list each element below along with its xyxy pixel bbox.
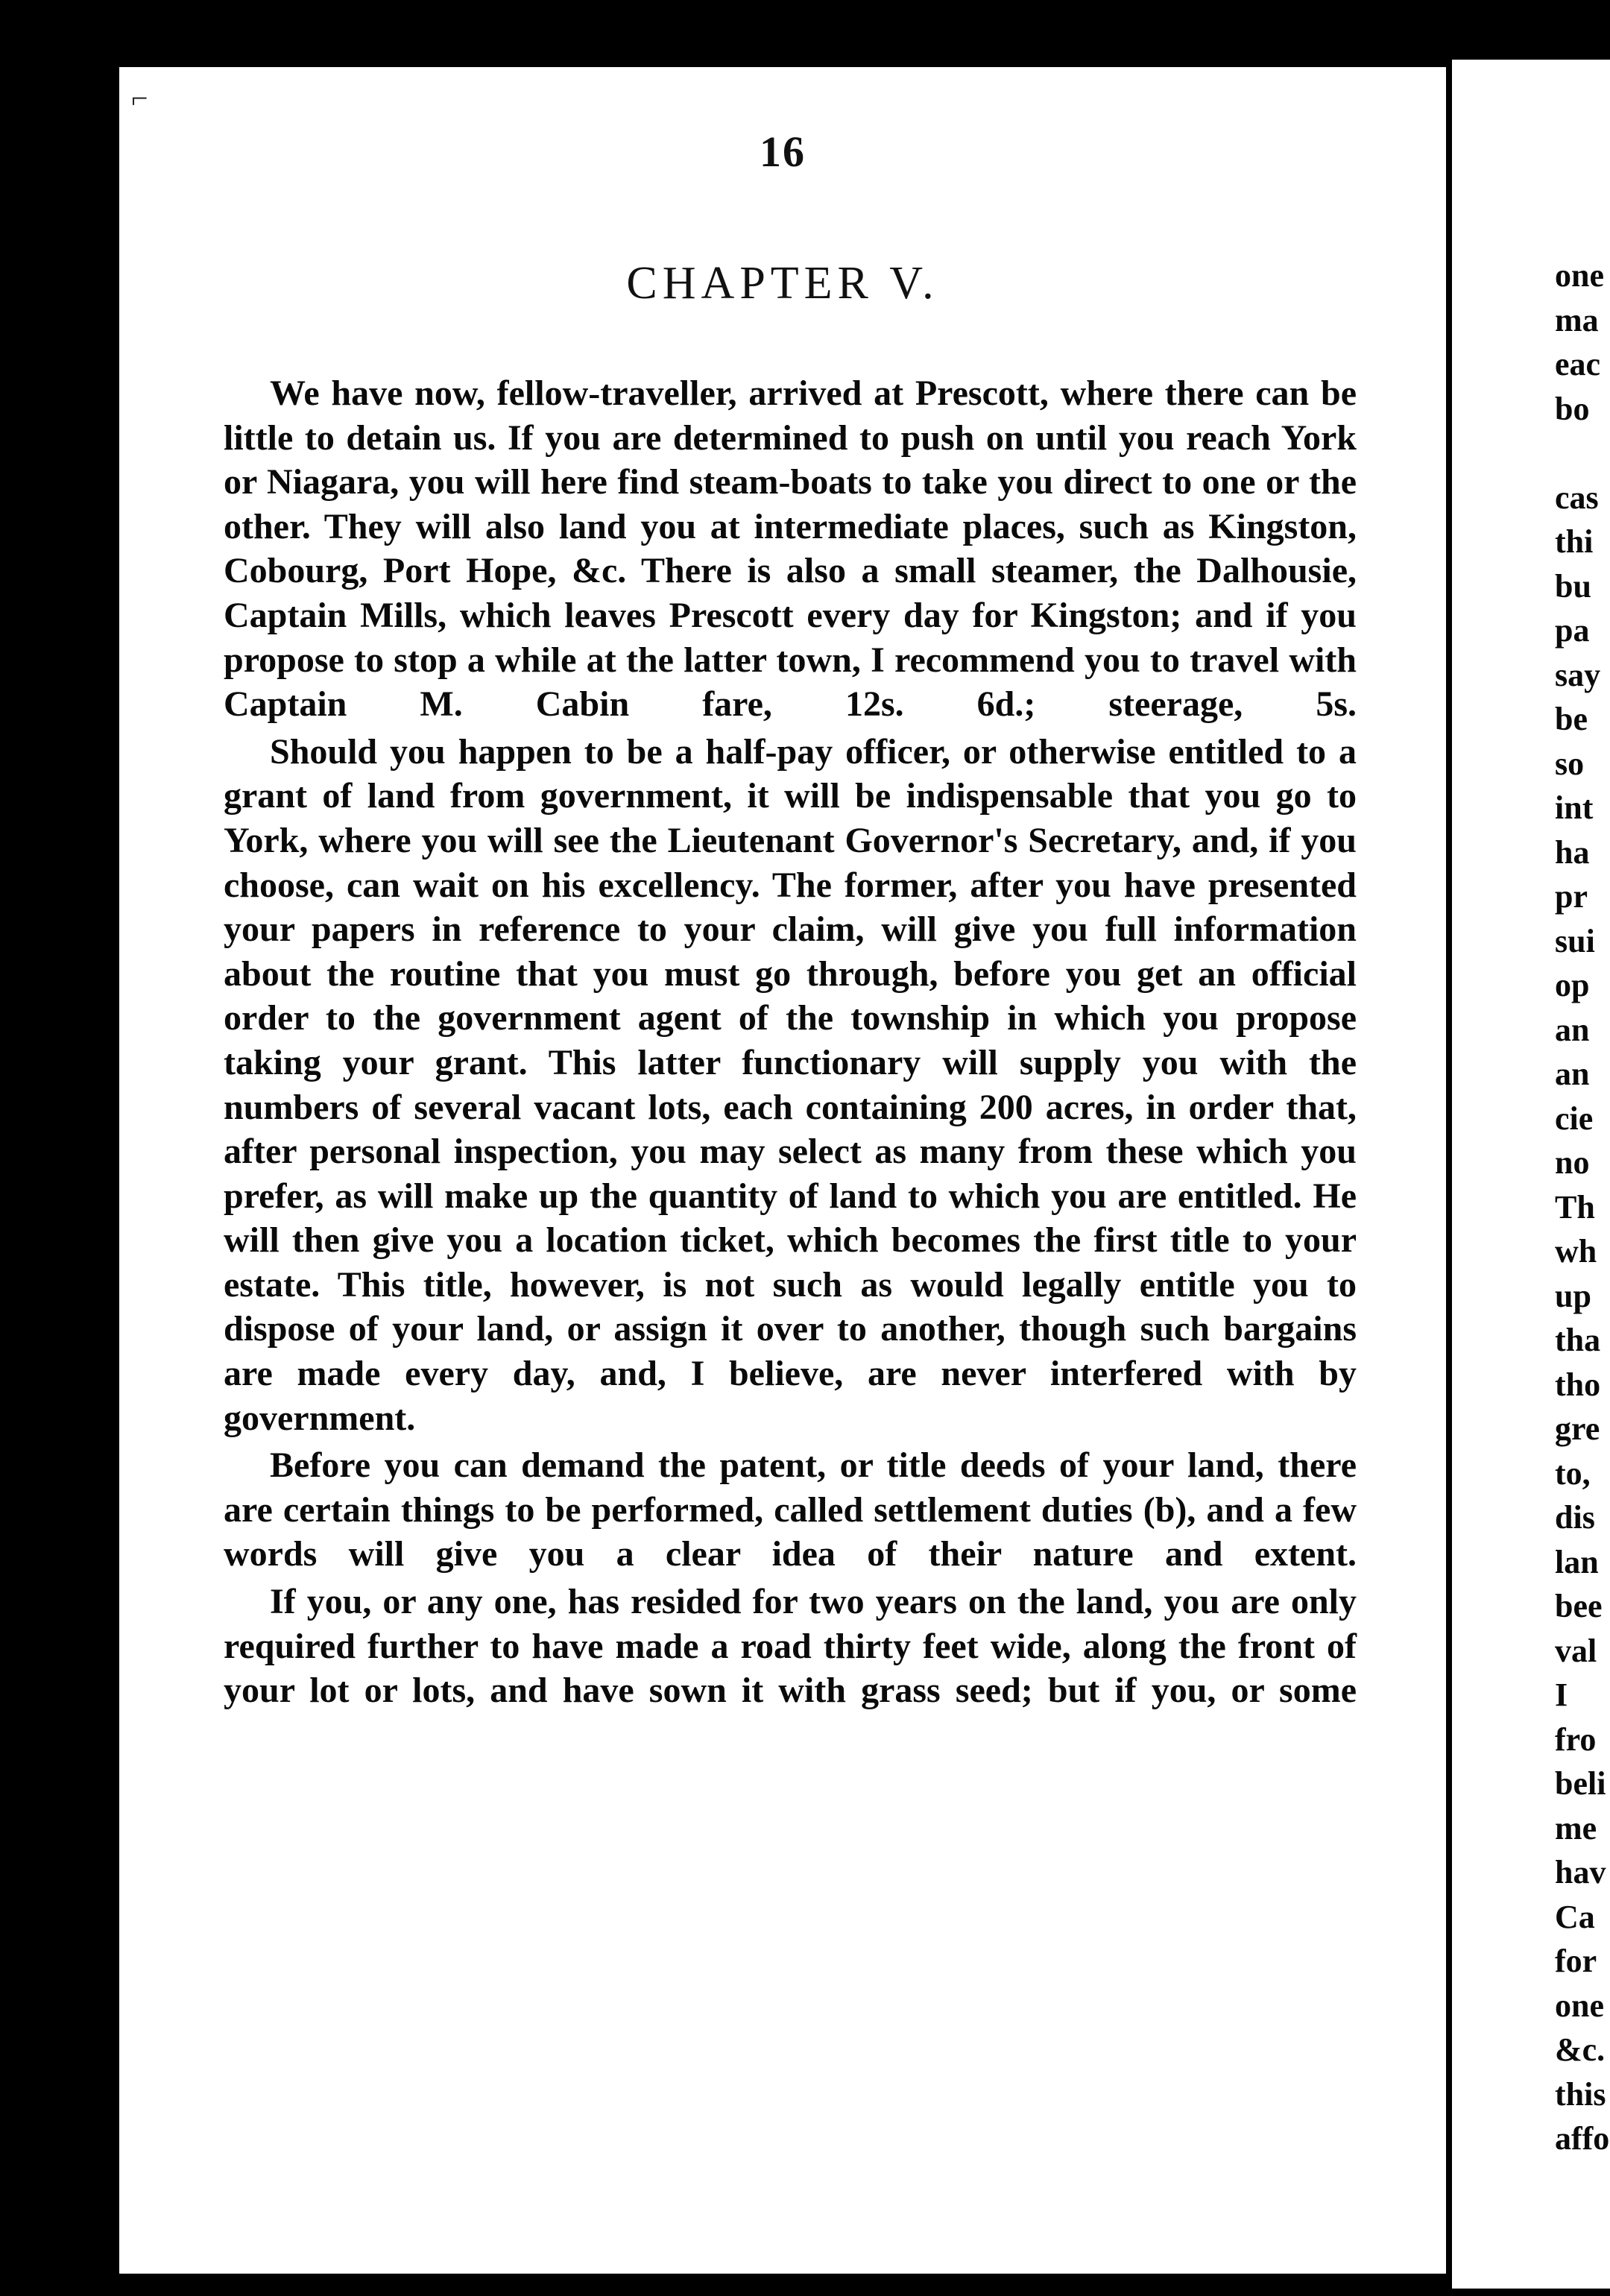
facing-page-fragment: so (1555, 745, 1585, 782)
facing-page-fragment: one (1555, 1987, 1604, 2024)
facing-page-fragment: tha (1555, 1322, 1601, 1358)
facing-page-fragment: cie (1555, 1100, 1594, 1137)
corner-mark: ⌐ (131, 81, 148, 115)
facing-page-fragment: bu (1555, 567, 1591, 605)
facing-page-fragment: Th (1555, 1188, 1595, 1226)
facing-page-fragment: bo (1555, 390, 1590, 427)
facing-page-fragment: an (1555, 1011, 1590, 1048)
facing-page-fragment: hav (1555, 1854, 1606, 1890)
facing-page-fragment: one (1555, 257, 1604, 294)
paragraph: Should you happen to be a half-pay officer, or otherwise entitled to a grant of land from government, it will be indispensable that you go to York, where you will see the Lieutenant Governor's Secretary, and, if you choose, can wait on his excellency. The former, after you have presented your papers in reference to your claim, will give you full information about the routine that you must go through, before you get an official order to the government agent of the township in which you propose taking your grant. This latter functionary will supply you with the numbers of several vacant lots, each containing 200 acres, in order that, after personal inspection, you may select as many from these which you prefer, as will make up the quantity of land to which you are entitled. He will then give you a location ticket, which becomes the first title to your estate. This title, however, is not such as would legally entitle you to dispose of your land, or assign it over to another, though such bargains are made every day, and, I believe, are never interfered with by government. (224, 731, 1357, 1438)
facing-page-fragment: lan (1555, 1543, 1599, 1580)
facing-page-fragment: an (1555, 1056, 1590, 1092)
facing-page-fragment: me (1555, 1809, 1597, 1846)
facing-page-fragment: pr (1555, 878, 1588, 915)
facing-page-fragment: ha (1555, 833, 1590, 871)
facing-page-fragment (1555, 431, 1610, 476)
facing-page-fragment: to, (1555, 1454, 1591, 1492)
facing-page-fragment: op (1555, 967, 1590, 1003)
facing-page-fragment: dis (1555, 1499, 1595, 1536)
facing-page-fragment: beli (1555, 1765, 1606, 1802)
facing-page-fragment: &c. (1555, 2031, 1606, 2068)
facing-page-fragment: be (1555, 701, 1588, 737)
facing-page-fragment: val (1555, 1632, 1597, 1669)
facing-page-fragment: no (1555, 1144, 1590, 1181)
facing-page-fragment: eac (1555, 346, 1601, 382)
facing-page-fragment: gre (1555, 1410, 1600, 1447)
facing-page-fragment: wh (1555, 1233, 1597, 1270)
facing-page-fragment: this (1555, 2075, 1606, 2113)
facing-page-fragment: tho (1555, 1366, 1601, 1403)
facing-page-fragment: bee (1555, 1588, 1603, 1624)
facing-page-fragment: Ca (1555, 1898, 1595, 1935)
page-number: 16 (760, 127, 806, 176)
facing-page-fragment: fro (1555, 1721, 1597, 1758)
paragraph: If you, or any one, has resided for two years on the land, you are only required further to have made a road thirty feet wide, along the front of your lot or lots, and have sown it with grass seed; but if you, or some (224, 1582, 1357, 1711)
facing-page-text (1555, 253, 1610, 2161)
facing-page-fragment: int (1555, 789, 1594, 826)
facing-page-fragment: I (1555, 1677, 1568, 1713)
chapter-heading: CHAPTER V. (626, 258, 939, 309)
facing-page-fragment: thi (1555, 523, 1594, 560)
facing-page-fragment: cas (1555, 479, 1599, 516)
facing-page-fragment: for (1555, 1943, 1597, 1979)
facing-page-fragment: say (1555, 656, 1601, 693)
facing-page-fragment: pa (1555, 612, 1590, 649)
facing-page-fragment: ma (1555, 301, 1599, 338)
facing-page-fragment: sui (1555, 922, 1595, 959)
body-text (224, 371, 1357, 1716)
paragraph: Before you can demand the patent, or title deeds of your land, there are certain things to be performed, called settlement duties (b), and a few words will give you a clear idea of their nature and extent. (224, 1445, 1357, 1574)
facing-page-fragment: up (1555, 1277, 1591, 1314)
paragraph: We have now, fellow-traveller, arrived at Prescott, where there can be little to detain us. If you are determined to push on until you reach York or Niagara, you will here find steam-boats to take you direct to one or the other. They will also land you at intermediate places, such as Kingston, Cobourg, Port Hope, &c. There is also a small steamer, the Dalhousie, Captain Mills, which leaves Prescott every day for Kingston; and if you propose to stop a while at the latter town, I recommend you to travel with Captain M. Cabin fare, 12s. 6d.; steerage, 5s. (224, 373, 1357, 725)
facing-page-fragment: affo (1555, 2120, 1610, 2157)
